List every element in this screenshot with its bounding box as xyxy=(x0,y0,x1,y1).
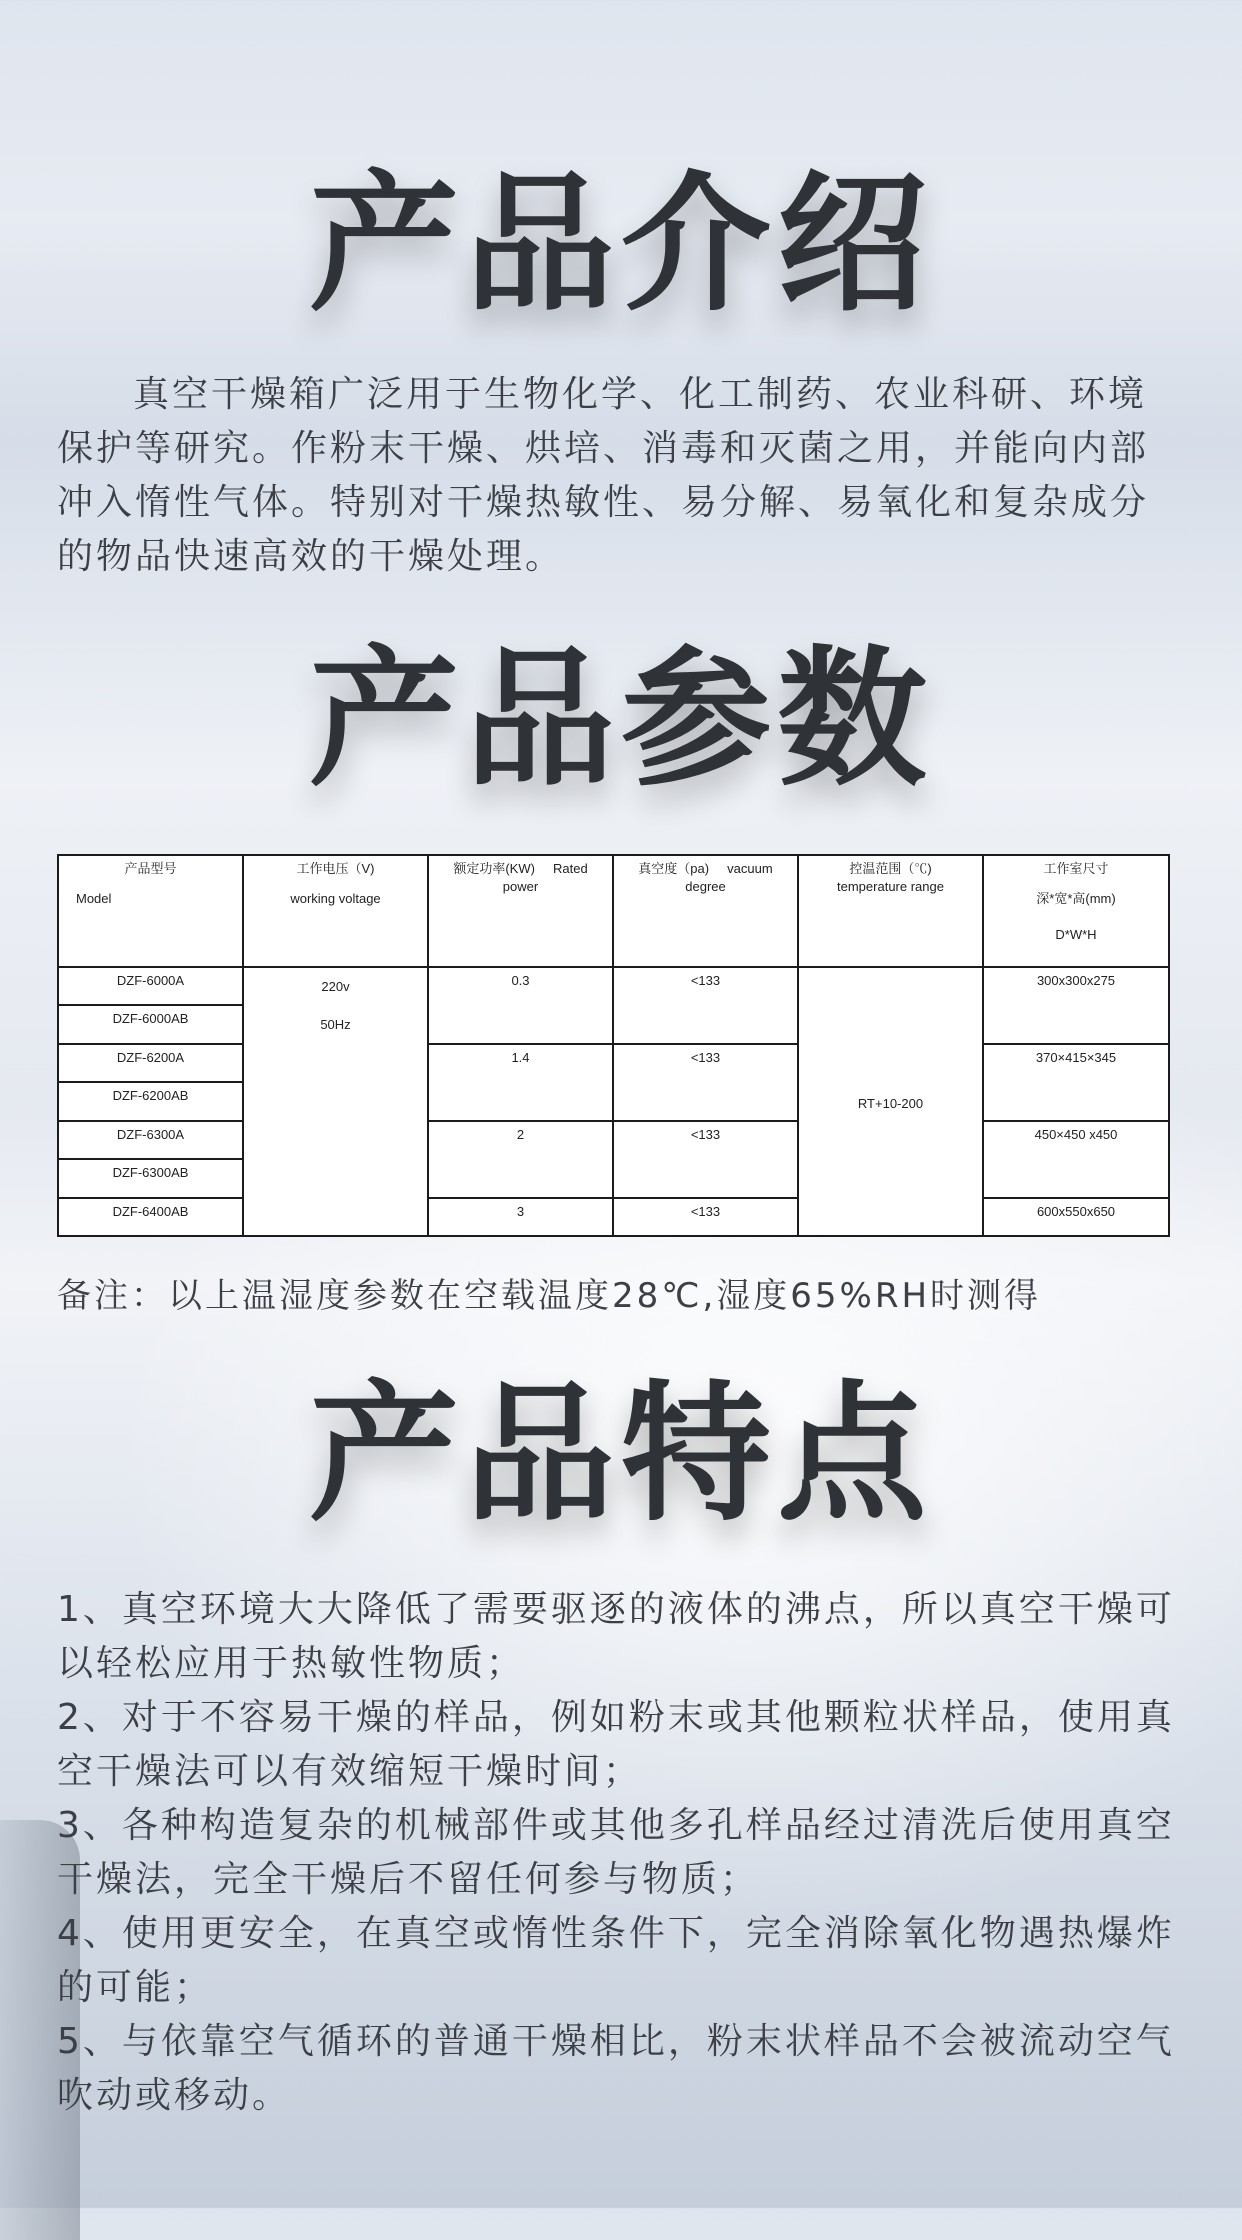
features-list xyxy=(57,1583,1177,2123)
intro-paragraph: 真空干燥箱广泛用于生物化学、化工制药、农业科研、环境保护等研究。作粉末干燥、烘培、消毒和灭菌之用，并能向内部冲入惰性气体。特别对干燥热敏性、易分解、易氧化和复杂成分的物品快速高效的干燥处理。 xyxy=(57,374,1150,577)
model-cell: DZF-6400AB xyxy=(58,1198,243,1236)
table-header-row xyxy=(58,855,1169,967)
table-row xyxy=(58,1121,1169,1159)
temperature-range-cell: RT+10-200 xyxy=(798,967,983,1236)
size-cell: 450×450 x450 xyxy=(983,1121,1169,1198)
power-cell: 3 xyxy=(428,1198,613,1236)
vacuum-cell: <133 xyxy=(613,1044,798,1121)
intro-heading: 产品介绍 xyxy=(308,158,933,332)
vacuum-cell: <133 xyxy=(613,967,798,1044)
params-note: 备注：以上温湿度参数在空载温度28℃,湿度65%RH时测得 xyxy=(57,1276,1042,1316)
params-table xyxy=(57,854,1170,1237)
header-vacuum: 真空度（pa) vacuum degree xyxy=(613,855,798,967)
size-cell: 370×415×345 xyxy=(983,1044,1169,1121)
size-cell: 300x300x275 xyxy=(983,967,1169,1044)
table-row xyxy=(58,967,1169,1005)
list-item: 3、各种构造复杂的机械部件或其他多孔样品经过清洗后使用真空干燥法，完全干燥后不留任何参与物质； xyxy=(57,1805,1175,1900)
power-cell: 0.3 xyxy=(428,967,613,1044)
table-row xyxy=(58,1044,1169,1082)
header-temperature: 控温范围（℃) temperature range xyxy=(798,855,983,967)
model-cell: DZF-6000AB xyxy=(58,1005,243,1043)
vacuum-cell: <133 xyxy=(613,1198,798,1236)
model-cell: DZF-6300AB xyxy=(58,1159,243,1197)
power-cell: 1.4 xyxy=(428,1044,613,1121)
list-item: 5、与依靠空气循环的普通干燥相比，粉末状样品不会被流动空气吹动或移动。 xyxy=(57,2021,1175,2116)
model-cell: DZF-6200AB xyxy=(58,1082,243,1120)
model-cell: DZF-6300A xyxy=(58,1121,243,1159)
list-item: 4、使用更安全，在真空或惰性条件下，完全消除氧化物遇热爆炸的可能； xyxy=(57,1913,1175,2008)
model-cell: DZF-6000A xyxy=(58,967,243,1005)
size-cell: 600x550x650 xyxy=(983,1198,1169,1236)
table-row xyxy=(58,1198,1169,1236)
power-cell: 2 xyxy=(428,1121,613,1198)
params-heading: 产品参数 xyxy=(308,633,933,807)
header-model: 产品型号 Model xyxy=(58,855,243,967)
features-heading: 产品特点 xyxy=(308,1368,933,1542)
vacuum-cell: <133 xyxy=(613,1121,798,1198)
voltage-cell: 220v 50Hz xyxy=(243,967,428,1236)
model-cell: DZF-6200A xyxy=(58,1044,243,1082)
header-power: 额定功率(KW) Rated power xyxy=(428,855,613,967)
list-item: 2、对于不容易干燥的样品，例如粉末或其他颗粒状样品，使用真空干燥法可以有效缩短干燥时间； xyxy=(57,1697,1175,1792)
header-chamber-size: 工作室尺寸 深*宽*高(mm) D*W*H xyxy=(983,855,1169,967)
header-voltage: 工作电压（V) working voltage xyxy=(243,855,428,967)
list-item: 1、真空环境大大降低了需要驱逐的液体的沸点，所以真空干燥可以轻松应用于热敏性物质； xyxy=(57,1589,1175,1684)
